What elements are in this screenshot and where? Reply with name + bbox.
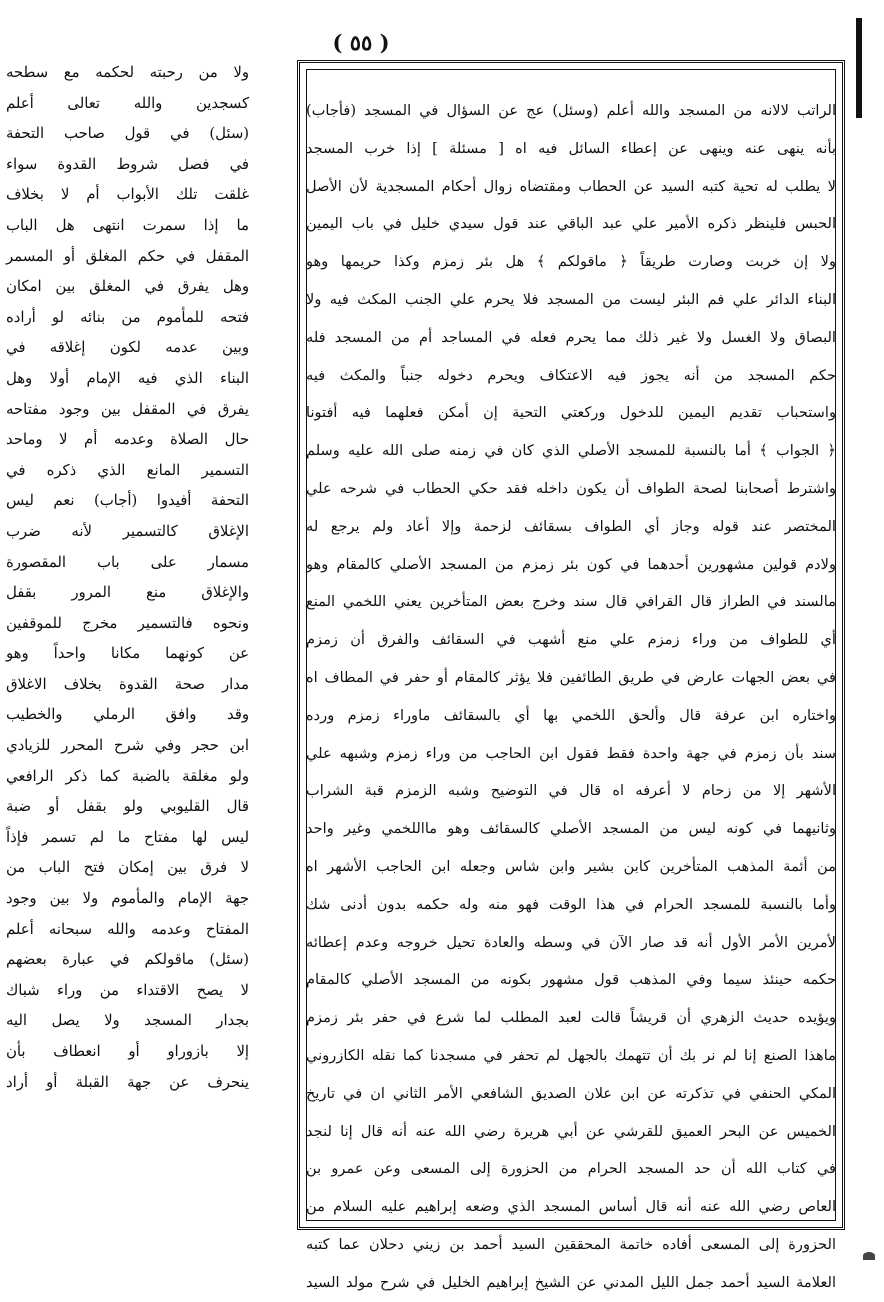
main-text-line: ﴿ الجواب ﴾ أما بالنسبة للمسجد الأصلي الذي كان في زمنه صلى الله عليه وسلم [306, 442, 836, 460]
main-text-line: البناء الدائر علي فم البئر ليست من المسجد فلا يحرم علي الجنب المكث فيه ولا [306, 290, 836, 308]
margin-text-line: ولا من رحبته لحكمه مع سطحه [6, 64, 249, 81]
main-text-line: الأشهر إلا من زحام لا أعرفه اه قال في التوضيح وشبه الزمزم قبة الشراب [306, 782, 836, 800]
main-text-line: ويؤيده حديث الزهري أن قريشاً قالت لعبد المطلب لما شرع في حفر بئر زمزم [306, 1009, 836, 1027]
margin-text-line: المقفل في حكم المغلق أو المسمر [6, 247, 249, 265]
main-text-line: البصاق ولا الغسل ولا غير ذلك مما يحرم فعله في المساجد أم من المسجد فله [306, 328, 836, 346]
main-text-line: واختاره ابن عرفة قال وألحق اللخمي بها أي بالسقائف ماوراء زمزم ورده [306, 706, 836, 724]
margin-text-line: جهة الإمام والمأموم ولا بين وجود [6, 890, 249, 908]
main-text-line: واستحباب تقديم اليمين للدخول وركعتي التحية إن أمكن فعلهما فيه أفتونا [306, 404, 836, 422]
main-text-line: في بعض الجهات عارض في طريق الطائفين فلا يؤثر كالمقام أو حفر في المطاف اه [306, 668, 836, 686]
margin-text-line: التحفة أفيدوا (أجاب) نعم ليس [6, 492, 249, 510]
main-text-line: الحبس فلينظر ذكره الأمير علي عبد الباقي عند قول سيدي خليل في باب اليمين [306, 215, 836, 233]
main-text-line: وثانيهما في كونه ليس من المسجد الأصلي كالسقائف وهو مااللخمي وغير واحد [306, 820, 836, 838]
main-text-block [306, 92, 836, 1302]
margin-text-line: غلقت تلك الأبواب أم لا بخلاف [6, 186, 249, 204]
margin-text-line: (سئل) ماقولكم في عبارة بعضهم [6, 951, 249, 969]
main-text-line: المختصر عند قوله وجاز أي الطواف بسقائف لزحمة وإلا أعاد ولم يرجع له [306, 517, 836, 535]
main-text-line: المكي الحنفي في تذكرته عن ابن علان الصديق الشافعي الأمر الثاني ان في تاريخ [306, 1084, 836, 1102]
margin-text-line: التسمير المانع الذي ذكره في [6, 461, 249, 479]
main-text-line: أي للطواف من وراء زمزم علي منع أشهب في السقائف والفرق أن زمزم [306, 631, 836, 649]
main-text-line: في كتاب الله أن حد المسجد الحرام من الحزورة إلى المسعى وعن عمرو بن [306, 1160, 836, 1178]
main-text-line: ماهذا الصنع إنا لم نر بك أن تتهمك بالجهل لم تحفر في مسجدنا كما نقله الكازروني [306, 1046, 836, 1064]
main-text-line: سند بأن زمزم في جهة واحدة فقط فقول ابن الحاجب من وراء زمزم وشبهه علي [306, 744, 836, 762]
main-text-line: بأنه ينهى عنه وينهى عن إعطاء السائل فيه اه [ مسئلة ] إذا خرب المسجد [306, 139, 836, 157]
margin-text-line: والإغلاق منع المرور بقفل [6, 584, 249, 602]
margin-text-line: عن كونهما مكانا واحداً وهو [6, 645, 249, 663]
main-text-line: الحزورة إلى المسعى أفاده خاتمة المحققين السيد أحمد بن زيني دحلان عما كتبه [306, 1235, 836, 1253]
margin-text-line: وهل يفرق في المغلق بين امكان [6, 278, 249, 296]
margin-text-line: بجدار المسجد ولا يصل اليه [6, 1012, 249, 1030]
margin-text-line: المفتاح وعدمه والله سبحانه أعلم [6, 920, 249, 938]
main-text-line: العلامة السيد أحمد جمل الليل المدني عن الشيخ إبراهيم الخليل في شرح مولد السيد [306, 1273, 836, 1291]
main-text-line: العاص رضي الله عنه أنه قال أساس المسجد الذي وضعه إبراهيم عليه السلام من [306, 1198, 836, 1216]
main-text-line: مالسند في الطراز قال القرافي قال سند وخرج بعض المتأخرين يعني اللخمي المنع [306, 593, 836, 611]
margin-text-line: لا فرق بين إمكان فتح الباب من [6, 859, 249, 877]
margin-commentary [0, 58, 263, 1098]
main-text-line: الراتب لالانه من المسجد والله أعلم (وسئل) عج عن السؤال في المسجد (فأجاب) [306, 102, 836, 119]
main-text-line: حكمه حينئذ سيما وفي المذهب قول مشهور بكونه من المسجد الأصلي كالمقام [306, 971, 836, 989]
margin-text-line: ولو مغلقة بالضبة كما ذكر الرافعي [6, 767, 249, 785]
main-text-line: وأما بالنسبة للمسجد الحرام في هذا الوقت فهو منه وله حكمه بدون أدنى شك [306, 895, 836, 913]
margin-text-line: ليس لها مفتاح ما لم تسمر فإذاً [6, 828, 249, 846]
margin-text-line: (سئل) في قول صاحب التحفة [6, 125, 249, 143]
margin-text-line: إلا بازوراو أو انعطاف بأن [6, 1043, 249, 1060]
margin-text-line: ما إذا سمرت انتهى هل الباب [6, 216, 249, 234]
margin-text-line: يفرق في المقفل بين وجود مفتاحه [6, 400, 249, 418]
margin-text-line: ونحوه فالتسمير مخرج للموقفين [6, 614, 249, 632]
margin-text-line: ينحرف عن جهة القبلة أو أراد [6, 1073, 249, 1091]
binding-rule [856, 18, 862, 118]
margin-text-line: مدار صحة القدوة بخلاف الاغلاق [6, 675, 249, 693]
main-text-line: لا يطلب له تحية كتبه السيد عن الحطاب ومقتضاه زوال أحكام المسجدية لأن الأصل [306, 177, 836, 195]
margin-text-line: لا يصح الاقتداء من وراء شباك [6, 981, 249, 999]
main-text-line: واشترط أصحابنا لصحة الطواف أن يكون داخله فقد حكي الحطاب في شرحه علي [306, 479, 836, 497]
margin-text-line: وقد وافق الرملي والخطيب [6, 706, 249, 724]
main-text-line: لأمرين الأمر الأول أنه قد صار الآن في وسطه والعادة تحيل خروجه وعدم إعطائه [306, 933, 836, 951]
margin-text-line: فتحه للمأموم من بنائه لو أراده [6, 308, 249, 326]
margin-text-line: في فصل شروط القدوة سواء [6, 155, 249, 173]
corner-ink-mark [863, 1252, 875, 1260]
margin-text-line: كسجدين والله تعالى أعلم [6, 94, 249, 112]
margin-text-line: البناء الذي فيه الإمام أولا وهل [6, 369, 249, 387]
margin-text-line: ابن حجر وفي شرح المحرر للزيادي [6, 737, 249, 755]
margin-text-line: مسمار على باب المقصورة [6, 553, 249, 571]
main-text-line: الخميس عن البحر العميق للقرشي عن أبي هريرة رضي الله عنه أنه قال إنا لنجد [306, 1122, 836, 1140]
margin-text-line: قال القليوبي ولو بقفل أو ضبة [6, 798, 249, 816]
main-text-line: ولادم قولين مشهورين أحدهما في كون بئر زمزم من المسجد الأصلي كالمقام وهو [306, 555, 836, 573]
main-text-line: ولا إن خربت وصارت طريقاً ﴿ ماقولكم ﴾ هل بئر زمزم وكذا حريمها وهو [306, 253, 836, 271]
margin-text-line: حال الصلاة وعدمه أم لا وماحد [6, 431, 249, 449]
main-text-line: من أئمة المذهب المتأخرين كابن بشير وابن شاس وجعله ابن الحاجب الأشهر اه [306, 857, 836, 875]
margin-text-line: الإغلاق كالتسمير لأنه ضرب [6, 522, 249, 540]
margin-text-line: وبين عدمه لكون إغلاقه في [6, 339, 249, 357]
page-number: ( ٥٥ ) [332, 30, 390, 55]
main-text-line: حكم المسجد من أنه يجوز فيه الاعتكاف ويحرم دخوله جنباً والمكث فيه [306, 366, 836, 384]
